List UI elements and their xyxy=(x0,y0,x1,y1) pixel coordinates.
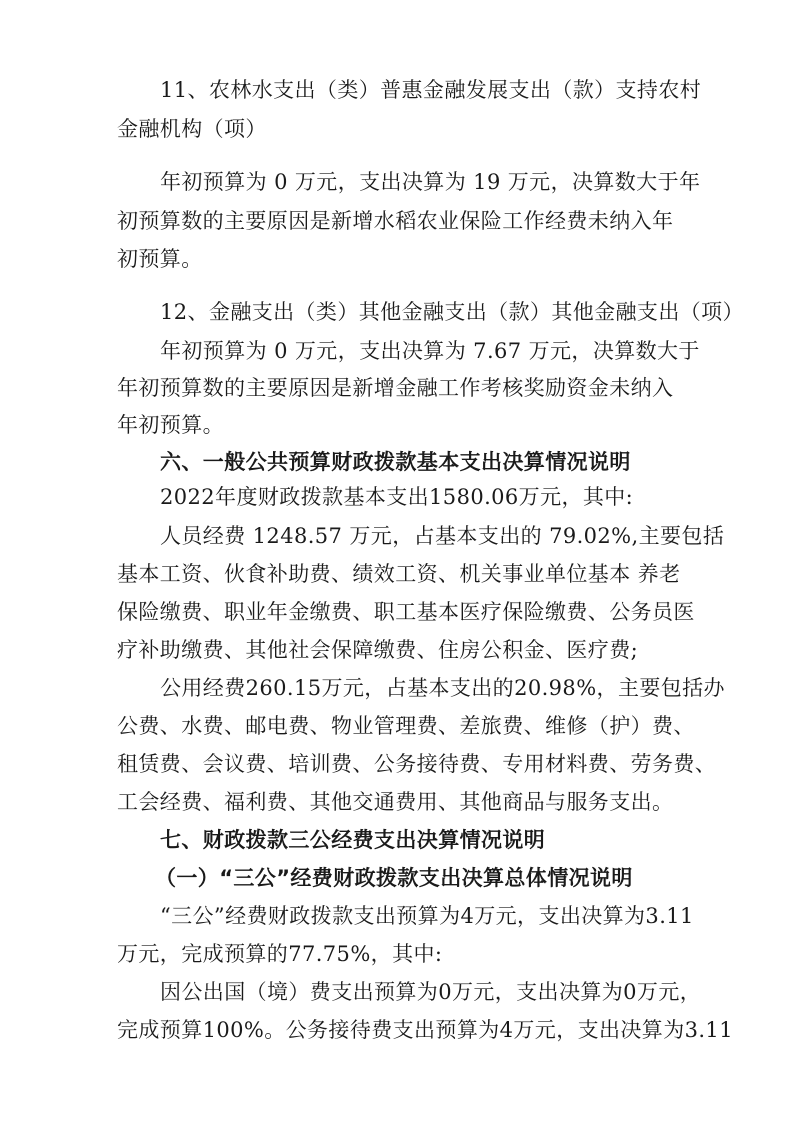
paragraph-line: 完成预算100%。公务接待费支出预算为4万元，支出决算为3.11 xyxy=(117,1018,733,1042)
paragraph-line: 工会经费、福利费、其他交通费用、其他商品与服务支出。 xyxy=(117,790,674,814)
paragraph-line: 年初预算为 0 万元，支出决算为 7.67 万元，决算数大于 xyxy=(160,339,700,363)
subsection-1-heading: （一）“三公”经费财政拨款支出决算总体情况说明 xyxy=(155,866,633,890)
item-12-heading: 12、金融支出（类）其他金融支出（款）其他金融支出（项） xyxy=(160,300,744,324)
item-11-heading: 11、农林水支出（类）普惠金融发展支出（款）支持农村 xyxy=(160,78,702,102)
paragraph-line: “三公”经费财政拨款支出预算为4万元，支出决算为3.11 xyxy=(160,904,694,928)
paragraph-line: 初预算。 xyxy=(117,247,203,271)
paragraph-line: 租赁费、会议费、培训费、公务接待费、专用材料费、劳务费、 xyxy=(117,752,717,776)
paragraph-line: 初预算数的主要原因是新增水稻农业保险工作经费未纳入年 xyxy=(117,209,674,233)
paragraph-line: 年初预算为 0 万元，支出决算为 19 万元，决算数大于年 xyxy=(160,170,701,194)
paragraph-line: 人员经费 1248.57 万元，占基本支出的 79.02%,主要包括 xyxy=(160,524,725,548)
paragraph-line: 万元，完成预算的77.75%，其中: xyxy=(117,942,443,966)
paragraph-line: 保险缴费、职业年金缴费、职工基本医疗保险缴费、公务员医 xyxy=(117,600,695,624)
paragraph-line: 基本工资、伙食补助费、绩效工资、机关事业单位基本 养老 xyxy=(117,562,681,586)
paragraph-line: 因公出国（境）费支出预算为0万元，支出决算为0万元， xyxy=(160,980,702,1004)
paragraph-line: 年初预算数的主要原因是新增金融工作考核奖励资金未纳入 xyxy=(117,376,674,400)
paragraph-line: 疗补助缴费、其他社会保障缴费、住房公积金、医疗费; xyxy=(117,638,639,662)
paragraph-line: 公用经费260.15万元，占基本支出的20.98%，主要包括办 xyxy=(160,676,725,700)
section-7-heading: 七、财政拨款三公经费支出决算情况说明 xyxy=(160,828,546,852)
paragraph-line: 公费、水费、邮电费、物业管理费、差旅费、维修（护）费、 xyxy=(117,714,695,738)
section-6-heading: 六、一般公共预算财政拨款基本支出决算情况说明 xyxy=(160,450,631,474)
paragraph-line: 2022年度财政拨款基本支出1580.06万元，其中: xyxy=(160,485,634,509)
paragraph-line: 年初预算。 xyxy=(117,413,224,437)
item-11-heading-cont: 金融机构（项） xyxy=(117,117,267,141)
